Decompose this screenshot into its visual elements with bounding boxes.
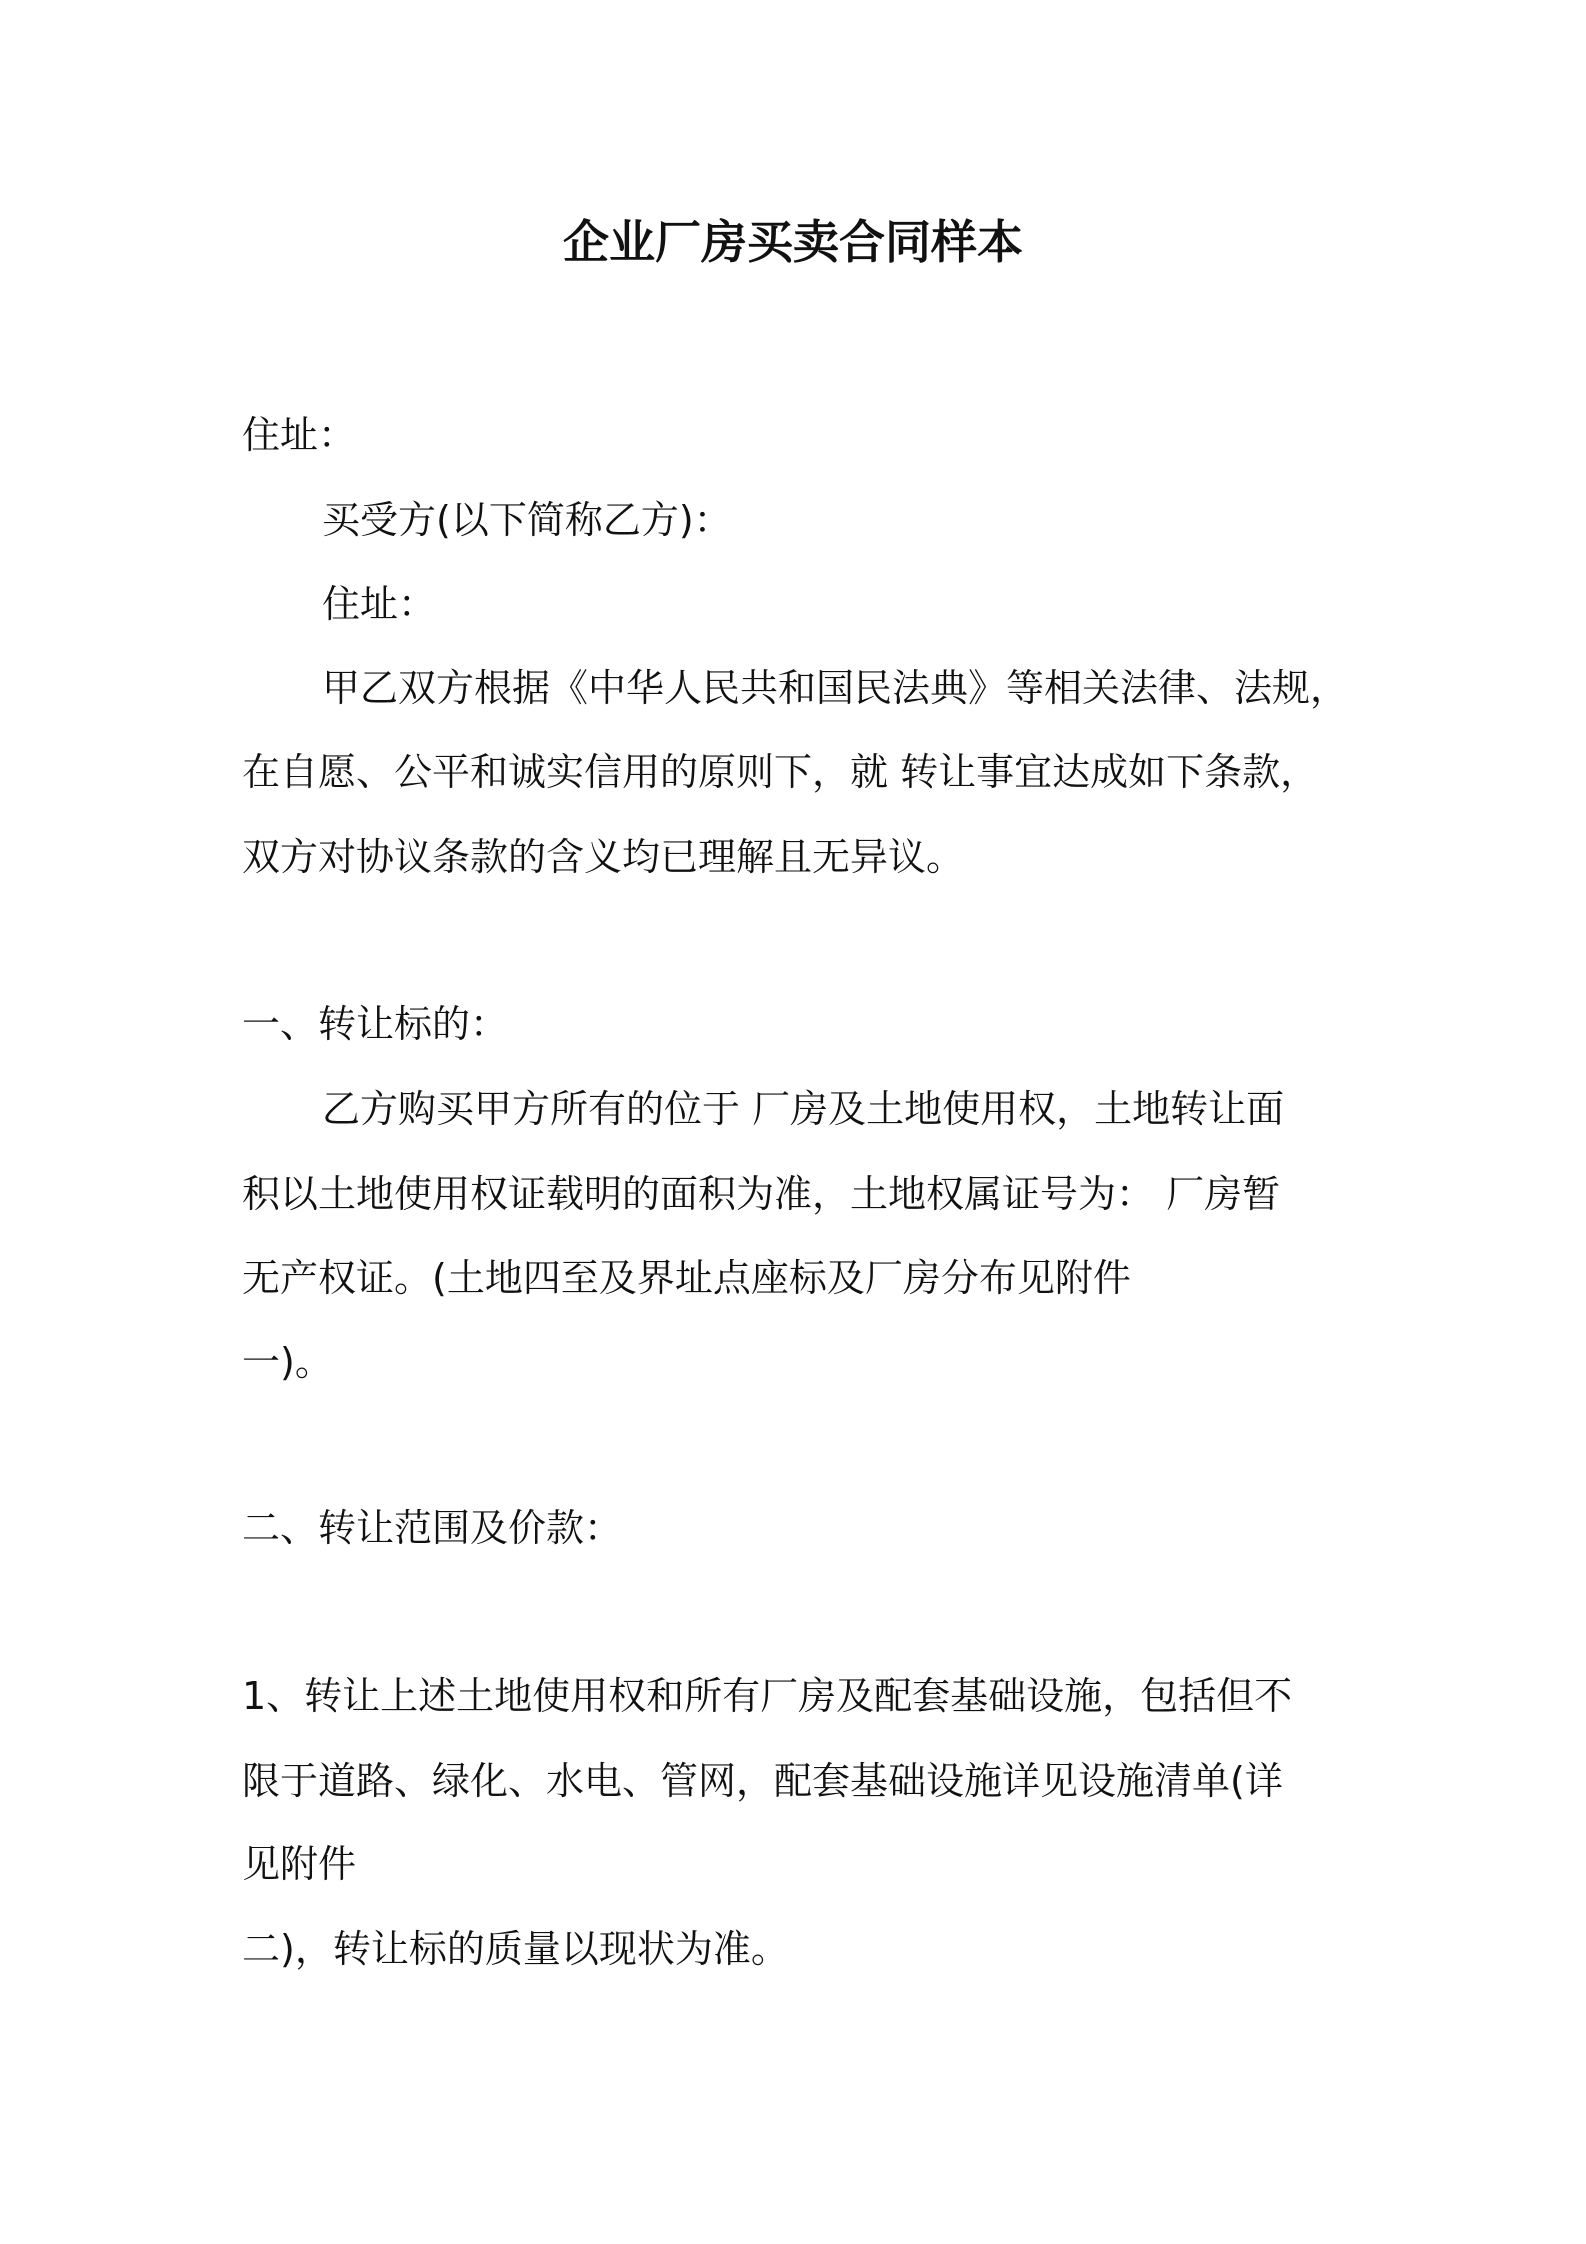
section-heading-1: 一、转让标的： bbox=[242, 1002, 509, 1046]
document-title: 企业厂房买卖合同样本 bbox=[563, 215, 1023, 269]
section-heading-2: 二、转让范围及价款： bbox=[242, 1506, 623, 1550]
preamble-line: 在自愿、公平和诚实信用的原则下，就 转让事宜达成如下条款， bbox=[242, 750, 1319, 794]
seller-address-label: 住址： bbox=[242, 413, 357, 457]
section-2-item-1: 1、转让上述土地使用权和所有厂房及配套基础设施，包括但不 bbox=[242, 1674, 1293, 1718]
section-2-item-1: 二)，转让标的质量以现状为准。 bbox=[242, 1927, 789, 1971]
section-1-text: 乙方购买甲方所有的位于 厂房及土地使用权，土地转让面 bbox=[322, 1087, 1285, 1131]
section-2-item-1: 见附件 bbox=[242, 1842, 357, 1886]
preamble-line: 双方对协议条款的含义均已理解且无异议。 bbox=[242, 835, 965, 879]
buyer-label: 买受方(以下简称乙方)： bbox=[322, 498, 732, 542]
section-2-item-1: 限于道路、绿化、水电、管网，配套基础设施详见设施清单(详 bbox=[242, 1759, 1283, 1803]
section-1-text: 无产权证。(土地四至及界址点座标及厂房分布见附件 bbox=[242, 1256, 1131, 1300]
buyer-address-label: 住址： bbox=[322, 582, 437, 626]
preamble-line: 甲乙双方根据《中华人民共和国民法典》等相关法律、法规， bbox=[322, 666, 1349, 710]
section-1-text: 积以土地使用权证载明的面积为准，土地权属证号为： 厂房暂 bbox=[242, 1172, 1281, 1216]
section-1-text: 一)。 bbox=[242, 1340, 333, 1384]
